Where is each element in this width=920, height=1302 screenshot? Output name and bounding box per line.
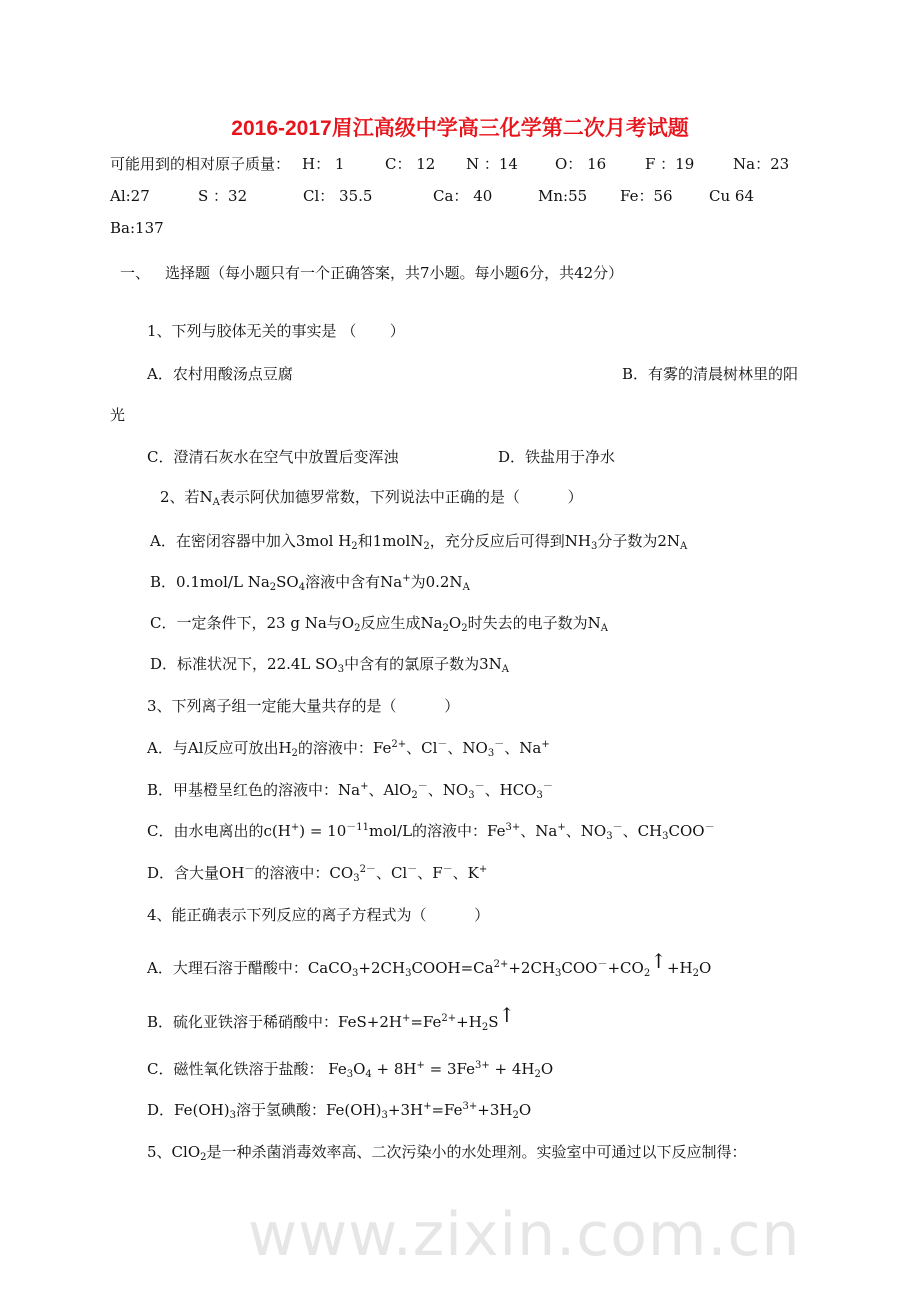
- text-run: D．标准状况下，22.4L SO: [150, 655, 338, 673]
- mass-item: Ca： 40: [433, 187, 493, 205]
- option-1d: [498, 447, 615, 467]
- superscript: －: [474, 781, 485, 792]
- page-title: 2016-2017眉江高级中学高三化学第二次月考试题: [231, 117, 689, 140]
- superscript: +: [402, 573, 411, 584]
- superscript: －: [612, 822, 623, 833]
- superscript: －: [597, 959, 608, 970]
- question-5: [147, 1142, 747, 1162]
- text-run: 4、能正确表示下列反应的离子方程式为（ ）: [147, 906, 490, 924]
- subscript: 3: [346, 1069, 354, 1080]
- superscript: －11: [346, 822, 369, 833]
- text-run: 、Na: [520, 822, 558, 840]
- superscript: 2－: [359, 864, 376, 875]
- superscript: －: [244, 864, 255, 875]
- text-run: O: [699, 959, 712, 977]
- text-run: 5、ClO: [147, 1143, 201, 1161]
- text-run: 、NO: [447, 739, 488, 757]
- question-2: [160, 487, 583, 507]
- subscript: 3: [468, 790, 475, 801]
- superscript: +: [478, 864, 488, 875]
- subscript: 3: [381, 1110, 388, 1121]
- subscript: 2: [692, 968, 699, 979]
- mass-item: F ：19: [645, 155, 695, 173]
- superscript: +: [557, 822, 566, 833]
- text-run: =Fe: [410, 1013, 442, 1031]
- question-3: [147, 696, 459, 716]
- text-run: +H: [456, 1013, 482, 1031]
- option-2a: [150, 531, 687, 551]
- subscript: 3: [606, 831, 613, 842]
- text-run: D．含大量OH: [147, 864, 245, 882]
- superscript: 2+: [441, 1013, 457, 1024]
- text-run: D．铁盐用于净水: [498, 448, 616, 466]
- subscript: 2: [351, 541, 358, 552]
- superscript: 3+: [462, 1101, 478, 1112]
- mass-item: Al:27: [110, 187, 150, 205]
- text-run: A．在密闭容器中加入3mol H: [150, 532, 352, 550]
- text-run: =Fe: [431, 1101, 463, 1119]
- mass-item: Cu 64: [709, 187, 754, 205]
- mass-item: Mn:55: [538, 187, 588, 205]
- text-run: 、Cl: [375, 864, 408, 882]
- text-run: 的溶液中：CO: [254, 864, 354, 882]
- text-run: COO: [668, 822, 705, 840]
- subscript: 4: [365, 1069, 372, 1080]
- text-run: 、Na: [504, 739, 542, 757]
- superscript: 2+: [493, 959, 509, 970]
- text-run: 为0.2N: [410, 573, 463, 591]
- option-2c: [150, 613, 608, 633]
- text-run: 、Cl: [406, 739, 438, 757]
- subscript: 3: [337, 664, 345, 675]
- text-run: O: [353, 1060, 366, 1078]
- option-4c: [147, 1059, 553, 1079]
- gas-arrow-icon: ↑: [498, 1003, 516, 1027]
- text-run: B．有雾的清晨树林里的阳: [622, 365, 799, 383]
- option-1c: [147, 447, 398, 467]
- text-run: 、HCO: [484, 781, 537, 799]
- superscript: 3+: [505, 822, 521, 833]
- option-4b: [147, 1003, 516, 1033]
- text-run: 光: [110, 406, 126, 424]
- text-run: 是一种杀菌消毒效率高、二次污染小的水处理剂。实验室中可通过以下反应制得：: [206, 1143, 747, 1161]
- subscript: 2: [534, 1069, 541, 1080]
- text-run: 、K: [452, 864, 479, 882]
- mass-item: Cl： 35.5: [303, 187, 373, 205]
- subscript: 2: [461, 623, 468, 634]
- option-4d: [147, 1100, 531, 1120]
- text-run: 3、下列离子组一定能大量共存的是（ ）: [147, 697, 460, 715]
- option-1b: [622, 364, 798, 384]
- subscript: 2: [200, 1152, 207, 1163]
- subscript: A: [462, 582, 470, 593]
- text-run: +CO: [607, 959, 644, 977]
- option-3b: [147, 780, 553, 800]
- text-run: ) = 10: [299, 822, 347, 840]
- subscript: 2: [643, 968, 651, 979]
- subscript: 3: [555, 968, 562, 979]
- subscript: A: [680, 541, 688, 552]
- superscript: +: [401, 1013, 411, 1024]
- text-run: 表示阿伏加德罗常数，下列说法中正确的是（ ）: [219, 488, 583, 506]
- text-run: SO: [276, 573, 299, 591]
- option-4a: [147, 949, 712, 979]
- text-run: A．与Al反应可放出H: [147, 739, 292, 757]
- text-run: +3H: [387, 1101, 424, 1119]
- text-run: O: [448, 614, 462, 632]
- text-run: 的溶液中：Fe: [297, 739, 392, 757]
- superscript: －: [407, 864, 418, 875]
- superscript: +: [541, 739, 550, 750]
- text-run: S: [488, 1013, 499, 1031]
- text-run: 、CH: [622, 822, 663, 840]
- mass-item: O： 16: [555, 155, 607, 173]
- superscript: +: [290, 822, 300, 833]
- text-run: 时失去的电子数为N: [467, 614, 601, 632]
- subscript: 3: [352, 968, 359, 979]
- subscript: 3: [353, 873, 360, 884]
- text-run: 1、下列与胶体无关的事实是 （ ）: [147, 322, 405, 340]
- text-run: O: [540, 1060, 554, 1078]
- subscript: 2: [269, 582, 277, 593]
- text-run: 中含有的氯原子数为3N: [344, 655, 502, 673]
- subscript: 3: [229, 1110, 236, 1121]
- text-run: mol/L的溶液中：Fe: [368, 822, 506, 840]
- mass-item: Fe：56: [620, 187, 673, 205]
- superscript: －: [542, 781, 553, 792]
- superscript: －: [704, 822, 715, 833]
- text-run: +2CH: [358, 959, 406, 977]
- text-run: +3H: [477, 1101, 513, 1119]
- subscript: 3: [662, 831, 669, 842]
- text-run: D．Fe(OH): [147, 1101, 230, 1119]
- option-3d: [147, 863, 487, 883]
- text-run: O: [518, 1101, 532, 1119]
- mass-item: H： 1: [302, 155, 345, 173]
- text-run: C．一定条件下，23 g Na与O: [150, 614, 355, 632]
- text-run: C．磁性氧化铁溶于盐酸： Fe: [147, 1060, 347, 1078]
- option-2b: [150, 572, 470, 592]
- text-run: +H: [666, 959, 693, 977]
- watermark: www.zixin.com.cn: [248, 1200, 801, 1270]
- text-run: 、NO: [427, 781, 469, 799]
- subscript: 2: [512, 1110, 519, 1121]
- subscript: 3: [590, 541, 598, 552]
- superscript: 2+: [391, 739, 407, 750]
- subscript: A: [600, 623, 608, 634]
- text-run: + 4H: [489, 1060, 535, 1078]
- text-run: + 8H: [371, 1060, 417, 1078]
- superscript: －: [494, 739, 505, 750]
- subscript: 2: [354, 623, 361, 634]
- mass-item: S ：32: [198, 187, 248, 205]
- text-run: 分子数为2N: [597, 532, 681, 550]
- option-2d: [150, 654, 509, 674]
- text-run: +2CH: [508, 959, 556, 977]
- mass-item: Ba:137: [110, 219, 164, 237]
- subscript: 2: [411, 790, 418, 801]
- superscript: －: [437, 739, 448, 750]
- subscript: 2: [442, 623, 449, 634]
- text-run: A．大理石溶于醋酸中：CaCO: [147, 959, 353, 977]
- subscript: A: [501, 664, 510, 675]
- subscript: 2: [481, 1022, 489, 1033]
- subscript: 2: [423, 541, 430, 552]
- text-run: 、AlO: [368, 781, 412, 799]
- superscript: +: [423, 1101, 432, 1112]
- subscript: A: [212, 497, 220, 508]
- superscript: +: [360, 781, 369, 792]
- text-run: 2、若N: [160, 488, 213, 506]
- superscript: +: [416, 1060, 425, 1071]
- text-run: 和1molN: [357, 532, 424, 550]
- text-run: COOH=Ca: [411, 959, 494, 977]
- mass-item: C： 12: [385, 155, 436, 173]
- question-1: [147, 321, 405, 341]
- text-run: 、NO: [565, 822, 607, 840]
- text-run: A．农村用酸汤点豆腐: [147, 365, 293, 383]
- superscript: －: [442, 864, 453, 875]
- option-1a: [147, 364, 293, 384]
- text-run: ，充分反应后可得到NH: [429, 532, 591, 550]
- section-number: 一、: [120, 264, 151, 282]
- subscript: 3: [405, 968, 412, 979]
- section-heading: 选择题（每小题只有一个正确答案，共7小题。每小题6分，共42分）: [165, 264, 624, 282]
- subscript: 2: [291, 748, 298, 759]
- subscript: 3: [487, 748, 495, 759]
- text-run: 溶液中含有Na: [305, 573, 403, 591]
- text-run: C．澄清石灰水在空气中放置后变浑浊: [147, 448, 399, 466]
- masses-label: 可能用到的相对原子质量：: [110, 155, 291, 173]
- superscript: －: [417, 781, 428, 792]
- text-run: = 3Fe: [424, 1060, 476, 1078]
- gas-arrow-icon: ↑: [650, 949, 667, 973]
- subscript: 4: [298, 582, 306, 593]
- subscript: 3: [536, 790, 543, 801]
- option-3c: [147, 821, 715, 841]
- option-3a: [147, 738, 550, 758]
- superscript: 3+: [475, 1060, 490, 1071]
- text-run: C．由水电离出的c(H: [147, 822, 291, 840]
- option-1b-cont: [110, 405, 125, 425]
- text-run: 反应生成Na: [360, 614, 443, 632]
- text-run: 溶于氢碘酸：Fe(OH): [235, 1101, 382, 1119]
- mass-item: N ：14: [466, 155, 518, 173]
- text-run: B．硫化亚铁溶于稀硝酸中：FeS+2H: [147, 1013, 402, 1031]
- text-run: COO: [561, 959, 598, 977]
- text-run: B．甲基橙呈红色的溶液中：Na: [147, 781, 361, 799]
- text-run: 、F: [417, 864, 443, 882]
- text-run: B．0.1mol/L Na: [150, 573, 270, 591]
- question-4: [147, 905, 489, 925]
- mass-item: Na：23: [733, 155, 790, 173]
